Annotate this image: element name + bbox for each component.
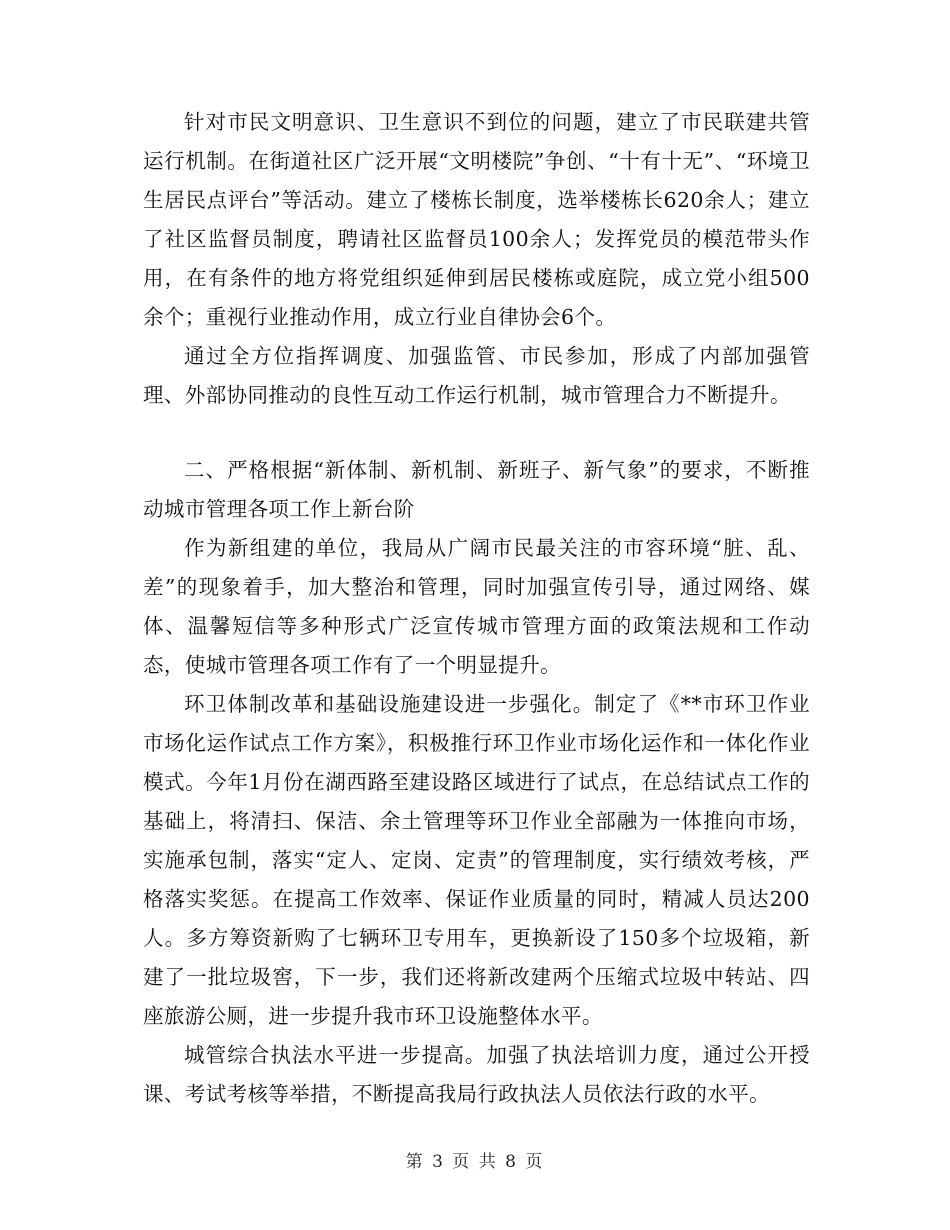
paragraph-new-unit: 作为新组建的单位，我局从广阔市民最关注的市容环境“脏、乱、差”的现象着手，加大整治和管理，同时加强宣传引导，通过网络、媒体、温馨短信等多种形式广泛宣传城市管理方面的政策法规和工作动态，使城市管理各项工作有了一个明显提升。 [143, 536, 810, 677]
paragraph-law-enforcement: 城管综合执法水平进一步提高。加强了执法培训力度，通过公开授课、考试考核等举措，不断提高我局行政执法人员依法行政的水平。 [143, 1043, 810, 1106]
section-heading-two: 二、严格根据“新体制、新机制、新班子、新气象”的要求，不断推动城市管理各项工作上新台阶 [143, 458, 810, 521]
page-footer [0, 1147, 950, 1172]
paragraph-citizen-mechanism: 针对市民文明意识、卫生意识不到位的问题，建立了市民联建共管运行机制。在街道社区广泛开展“文明楼院”争创、“十有十无”、“环境卫生居民点评台”等活动。建立了楼栋长制度，选举楼栋长620余人；建立了社区监督员制度，聘请社区监督员100余人；发挥党员的模范带头作用，在有条件的地方将党组织延伸到居民楼栋或庭院，成立党小组500余个；重视行业推动作用，成立行业自律协会6个。 [143, 110, 810, 329]
paragraph-sanitation-reform: 环卫体制改革和基础设施建设进一步强化。制定了《**市环卫作业市场化运作试点工作方案》，积极推行环卫作业市场化运作和一体化作业模式。今年1月份在湖西路至建设路区域进行了试点，在总结试点工作的基础上，将清扫、保洁、余土管理等环卫作业全部融为一体推向市场，实施承包制，落实“定人、定岗、定责”的管理制度，实行绩效考核，严格落实奖惩。在提高工作效率、保证作业质量的同时，精减人员达200人。多方筹资新购了七辆环卫专用车，更换新设了150多个垃圾箱，新建了一批垃圾窖，下一步，我们还将新改建两个压缩式垃圾中转站、四座旅游公厕，进一步提升我市环卫设施整体水平。 [143, 692, 810, 1028]
paragraph-interaction-mechanism: 通过全方位指挥调度、加强监管、市民参加，形成了内部加强管理、外部协同推动的良性互动工作运行机制，城市管理合力不断提升。 [143, 344, 810, 407]
page-number: 第 3 页 共 8 页 [405, 1152, 545, 1172]
document-body [143, 103, 810, 1114]
section-spacer [143, 415, 810, 451]
